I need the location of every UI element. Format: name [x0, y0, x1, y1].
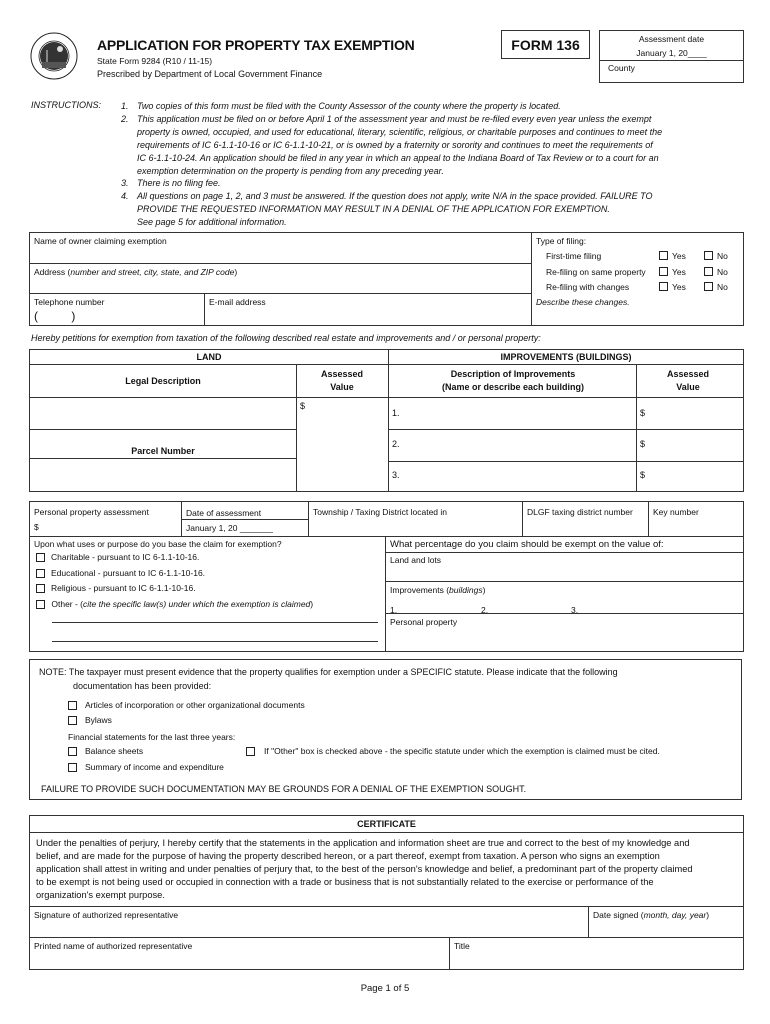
summary-income-checkbox[interactable] [68, 763, 77, 772]
filing-type-rows [546, 249, 744, 296]
certificate-line: to be exempt is not being used or occupied in connection with a trade or business that is not substantially related to the exercise or performance of the [36, 877, 654, 887]
filing-yes-checkbox[interactable] [659, 251, 668, 260]
title-label: Title [454, 941, 470, 951]
filing-row [546, 265, 744, 281]
certificate-title: CERTIFICATE [357, 819, 416, 829]
date-signed-label: Date signed (month, day, year) [593, 910, 710, 920]
land-value-dollar: $ [300, 401, 306, 411]
certificate-text [36, 837, 741, 902]
date-of-assessment-label: Date of assessment [186, 508, 262, 518]
instruction-line: 1. Two copies of this form must be filed with the County Assessor of the county where the property is located. [121, 101, 561, 111]
filing-yes-label: Yes [672, 266, 686, 277]
financial-label: Financial statements for the last three years: [68, 732, 236, 742]
township-label: Township / Taxing District located in [313, 507, 448, 517]
instruction-line: See page 5 for additional information. [137, 217, 287, 228]
signature-label: Signature of authorized representative [34, 910, 179, 920]
address-label: Address (number and street, city, state, and ZIP code) [34, 267, 238, 277]
filing-yes-label: Yes [672, 251, 686, 261]
instruction-line: exemption determination on the property is pending from any preceding year. [137, 165, 444, 176]
state-form-number: State Form 9284 (R10 / 11-15) [97, 56, 213, 66]
page-number: Page 1 of 5 [360, 983, 410, 994]
filing-yes-checkbox[interactable] [659, 267, 668, 276]
bylaws-checkbox[interactable] [68, 716, 77, 725]
legal-description-header: Legal Description [125, 376, 201, 386]
county-label: County [608, 63, 635, 73]
improvement-1-num: 1. [392, 408, 400, 418]
personal-assessment-label: Personal property assessment [34, 507, 149, 517]
balance-sheets-checkbox[interactable] [68, 747, 77, 756]
filing-no-label: No [717, 266, 728, 277]
assessment-date-value[interactable]: January 1, 20____ [636, 48, 707, 58]
percentage-improvements-label: Improvements (buildings) [390, 585, 486, 595]
personal-assessment-dollar: $ [34, 522, 39, 532]
claim-options [36, 552, 376, 599]
percentage-num-2: 2. [481, 605, 489, 615]
claim-question: Upon what uses or purpose do you base the claim for exemption? [34, 539, 282, 549]
instruction-number: 2. [121, 113, 129, 124]
failure-warning: FAILURE TO PROVIDE SUCH DOCUMENTATION MAY BE GROUNDS FOR A DENIAL OF THE EXEMPTION SOUGHT. [41, 784, 527, 794]
instruction-line: IC 6-1.1-10-24. An application should be filed in any year in which an appeal to the Indiana Board of Tax Review or to a court for an [137, 152, 659, 163]
percentage-question: What percentage do you claim should be exempt on the value of: [390, 539, 664, 550]
instructions-list [121, 100, 736, 229]
percentage-num-3: 3. [571, 605, 579, 615]
claim-option-checkbox[interactable] [36, 553, 45, 562]
parcel-number-label: Parcel Number [131, 446, 195, 456]
percentage-num-1: 1. [390, 605, 398, 615]
prescribed-by: Prescribed by Department of Local Government Finance [97, 69, 323, 79]
state-seal [30, 32, 78, 80]
improvement-assessed-value-header: Assessed Value [666, 369, 710, 392]
other-note-checkbox[interactable] [246, 747, 255, 756]
instruction-line: property is owned, occupied, and used for educational, literary, scientific, religious, or charitable purposes and continues to meet the [137, 126, 663, 137]
filing-no-label: No [717, 251, 728, 261]
dlgf-label: DLGF taxing district number [527, 507, 633, 517]
date-of-assessment-value[interactable]: January 1, 20 _______ [186, 523, 273, 533]
filing-no-checkbox[interactable] [704, 282, 713, 291]
percentage-personal-label: Personal property [390, 617, 458, 627]
improvement-3-dollar: $ [640, 470, 646, 480]
instruction-line: PROVIDE THE REQUESTED INFORMATION MAY RESULT IN A DENIAL OF THE APPLICATION FOR EXEMPTION. [137, 204, 610, 215]
instructions-label: INSTRUCTIONS: [31, 100, 102, 110]
key-number-label: Key number [653, 507, 699, 517]
percentage-land-label: Land and lots [390, 555, 442, 565]
improvement-desc-header: Description of Improvements (Name or describe each building) [441, 369, 585, 392]
land-assessed-value-header: Assessed Value [320, 369, 364, 392]
instruction-line: 2. This application must be filed on or before April 1 of the assessment year and must be re-filed every even year unless the exempt [121, 113, 652, 124]
land-header: LAND [196, 352, 222, 362]
form-number-box: FORM 136 [501, 30, 590, 59]
claim-option[interactable]: Charitable - pursuant to IC 6-1.1-10-16. [36, 552, 376, 568]
telephone-input[interactable]: ( ) [34, 309, 76, 323]
claim-other-option[interactable]: Other - (cite the specific law(s) under which the exemption is claimed) [36, 599, 313, 609]
doc-bylaws[interactable]: Bylaws [68, 715, 112, 725]
instruction-number: 1. [121, 101, 129, 111]
petition-text: Hereby petitions for exemption from taxation of the following described real estate and improvements and / or personal property: [31, 333, 541, 343]
filing-yes-label: Yes [672, 282, 686, 292]
instruction-line: 4. All questions on page 1, 2, and 3 must be answered. If the question does not apply, write N/A in the space provided. FAILURE TO [121, 191, 653, 202]
assessment-county-box [599, 30, 744, 83]
improvements-header: IMPROVEMENTS (BUILDINGS) [500, 352, 632, 362]
filing-no-checkbox[interactable] [704, 267, 713, 276]
other-checkbox[interactable] [36, 600, 45, 609]
other-note[interactable]: If "Other" box is checked above - the specific statute under which the exemption is claimed must be cited. [246, 746, 660, 756]
certificate-line: application shall attest in writing and under penalties of perjury that, to the best of the person's knowledge and belief, a predominant part of the property claimed [36, 864, 693, 874]
claim-option[interactable]: Religious - pursuant to IC 6-1.1-10-16. [36, 583, 376, 599]
certificate-line: organization's exempt purpose. [36, 890, 165, 900]
doc-summary-income[interactable]: Summary of income and expenditure [68, 762, 224, 772]
filing-yes-checkbox[interactable] [659, 282, 668, 291]
filing-row [546, 280, 744, 296]
instruction-number: 3. [121, 178, 129, 189]
improvement-2-dollar: $ [640, 439, 646, 449]
certificate-line: Under the penalties of perjury, I hereby certify that the statements in the application and information sheet are true and correct to the best of my knowledge and [36, 838, 690, 848]
articles-checkbox[interactable] [68, 701, 77, 710]
doc-balance-sheets[interactable]: Balance sheets [68, 746, 143, 756]
instruction-number: 4. [121, 191, 129, 202]
improvement-2-num: 2. [392, 439, 400, 449]
claim-option-checkbox[interactable] [36, 584, 45, 593]
email-label: E-mail address [209, 297, 266, 307]
improvement-3-num: 3. [392, 470, 400, 480]
claim-option[interactable]: Educational - pursuant to IC 6-1.1-10-16. [36, 568, 376, 584]
doc-articles[interactable]: Articles of incorporation or other organizational documents [68, 700, 305, 710]
note-line-1: NOTE: The taxpayer must present evidence that the property qualifies for exemption under a SPECIFIC statute. Please indicate that the following [39, 667, 618, 677]
improvement-1-dollar: $ [640, 408, 646, 418]
filing-row [546, 249, 744, 265]
note-line-2: documentation has been provided: [73, 681, 212, 691]
filing-no-checkbox[interactable] [704, 251, 713, 260]
describe-changes-label: Describe these changes. [536, 297, 630, 307]
certificate-line: belief, and are made for the purpose of having the property described hereon, or a part thereof, exempt from taxation. A person who signs an exemption [36, 851, 660, 861]
assessment-date-label: Assessment date [638, 34, 705, 44]
instruction-line: requirements of IC 6-1.1-10-16 or IC 6-1.1-10-21, or is owned by a fraternity or sorority and continues to meet the requirements of [137, 139, 653, 150]
owner-name-label: Name of owner claiming exemption [34, 236, 167, 246]
claim-option-checkbox[interactable] [36, 569, 45, 578]
instruction-line: 3. There is no filing fee. [121, 178, 221, 189]
filing-row-label: Re-filing with changes [546, 282, 630, 292]
filing-row-label: Re-filing on same property [546, 266, 646, 277]
filing-type-title: Type of filing: [536, 236, 587, 246]
filing-row-label: First-time filing [546, 251, 602, 261]
telephone-label: Telephone number [34, 297, 105, 307]
printed-name-label: Printed name of authorized representative [34, 941, 193, 951]
filing-no-label: No [717, 282, 728, 292]
form-title: APPLICATION FOR PROPERTY TAX EXEMPTION [97, 37, 415, 53]
